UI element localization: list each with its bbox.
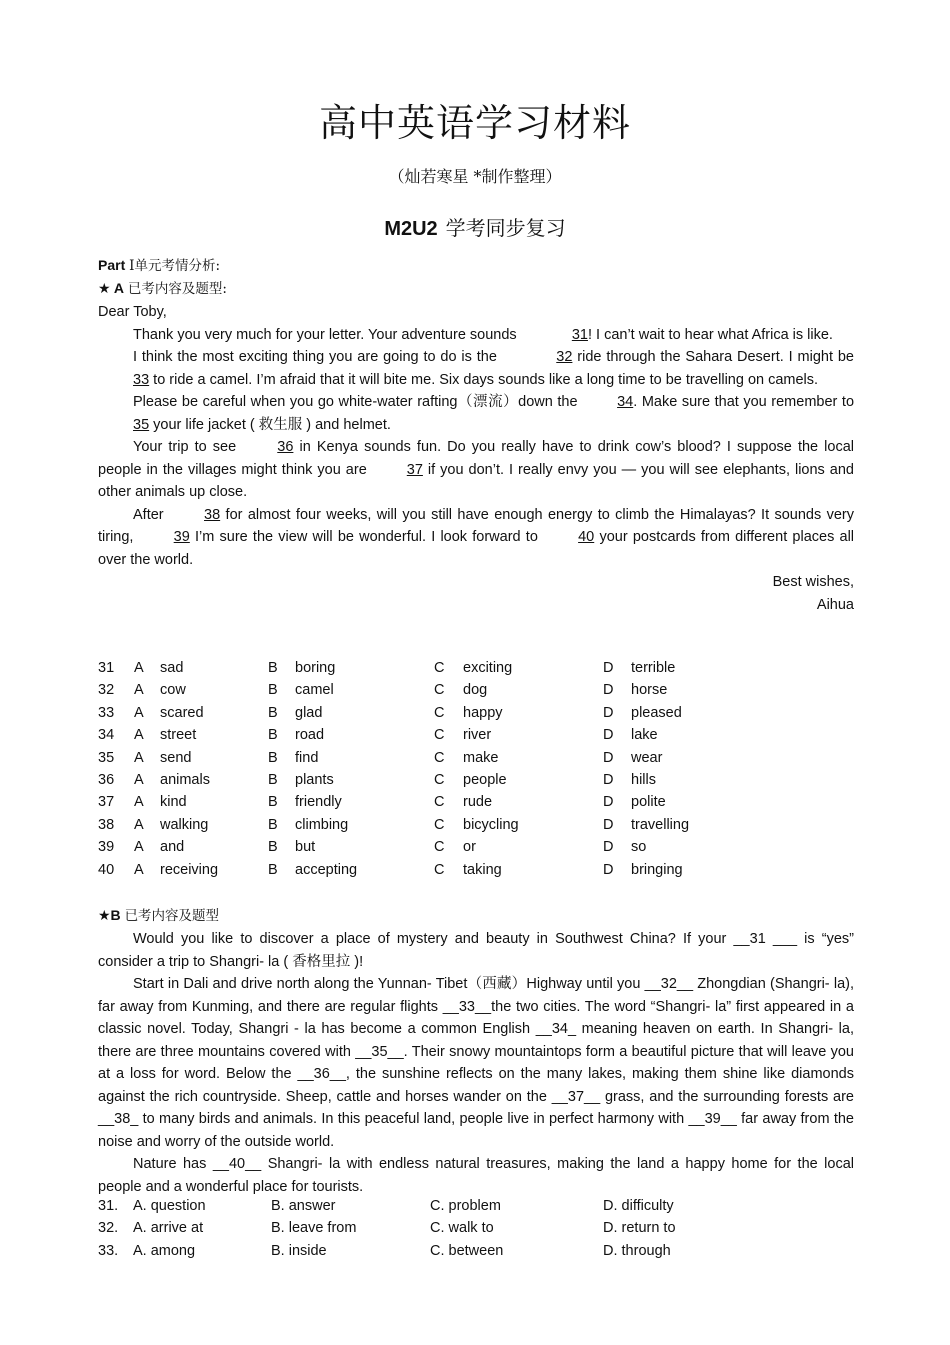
- option-row: [98, 1241, 858, 1263]
- option-letter: C: [434, 749, 445, 766]
- option-row: [98, 703, 858, 725]
- option-row: [98, 748, 858, 770]
- option-letter: D: [603, 794, 614, 811]
- option-c: C. between: [430, 1242, 504, 1259]
- option-a: send: [160, 749, 192, 766]
- option-letter: C: [434, 839, 445, 856]
- option-c: people: [463, 771, 507, 788]
- option-row: [98, 1196, 858, 1218]
- option-letter: B: [268, 660, 278, 676]
- option-letter: A: [134, 704, 144, 721]
- option-letter: B: [268, 749, 278, 766]
- option-row: [98, 658, 858, 680]
- option-letter: B: [268, 682, 278, 699]
- text-run: for almost four weeks, will you still have enough energy to climb the Himalayas? It sounds very tiring,: [98, 506, 855, 545]
- option-letter: A: [134, 660, 144, 676]
- option-b: find: [295, 749, 319, 766]
- option-letter: C: [434, 816, 445, 833]
- section-a-heading: [98, 277, 227, 297]
- option-letter: A: [134, 771, 144, 788]
- option-c: river: [463, 727, 492, 744]
- question-number: 39: [98, 839, 115, 856]
- text-run: your life jacket ( 救生服 ) and helmet.: [153, 416, 391, 433]
- option-b: climbing: [295, 816, 349, 833]
- section-b-marker: ★B: [98, 907, 121, 923]
- text-run: in Kenya sounds fun. Do you really have to drink cow’s blood? I suppose the local people in the villages might think you are: [98, 439, 855, 478]
- letter-paragraph: [98, 391, 854, 436]
- option-letter: D: [603, 861, 614, 878]
- option-c: rude: [463, 794, 493, 811]
- option-c: taking: [463, 861, 502, 878]
- option-letter: D: [603, 660, 614, 676]
- option-row: [98, 860, 858, 882]
- option-letter: D: [603, 771, 614, 788]
- option-letter: B: [268, 771, 278, 788]
- text-run: . Make sure that you remember to: [633, 394, 855, 410]
- option-a: A. question: [133, 1198, 206, 1214]
- question-number: 34: [98, 727, 115, 744]
- blank-32: 32: [556, 349, 573, 365]
- option-b: road: [295, 727, 325, 744]
- option-letter: A: [134, 861, 144, 878]
- question-number: 32: [98, 682, 115, 699]
- blank-34: 34: [617, 394, 634, 410]
- option-letter: A: [134, 794, 144, 811]
- option-d: horse: [631, 682, 668, 699]
- option-b: plants: [295, 771, 334, 788]
- text-run: ! I can’t wait to hear what Africa is like.: [587, 326, 833, 343]
- option-b: B. answer: [271, 1198, 336, 1214]
- option-a: receiving: [160, 861, 219, 878]
- option-letter: B: [268, 704, 278, 721]
- question-number: 31: [98, 660, 115, 676]
- option-c: C. walk to: [430, 1220, 494, 1237]
- option-letter: D: [603, 749, 614, 766]
- question-number: 33: [98, 704, 115, 721]
- option-a: cow: [160, 682, 186, 699]
- letter-passage: [98, 301, 854, 616]
- blank-31: 31: [571, 326, 588, 343]
- option-d: bringing: [631, 861, 683, 878]
- page-title: 高中英语学习材料: [318, 101, 631, 145]
- option-d: so: [631, 839, 647, 856]
- option-a: street: [160, 727, 197, 744]
- question-number: 37: [98, 794, 115, 811]
- option-c: happy: [463, 704, 503, 721]
- option-letter: B: [268, 839, 278, 856]
- option-a: A. arrive at: [133, 1220, 204, 1237]
- options-table-b: [98, 1196, 858, 1263]
- option-row: [98, 680, 858, 702]
- option-letter: B: [268, 727, 278, 744]
- part-heading: [98, 254, 220, 274]
- letter-closing: Best wishes,: [772, 574, 854, 590]
- option-letter: B: [268, 861, 278, 878]
- unit-heading: [0, 212, 950, 241]
- option-letter: D: [603, 727, 614, 744]
- option-letter: B: [268, 816, 278, 833]
- text-run: Thank you very much for your letter. Your adventure sounds: [133, 326, 517, 343]
- option-letter: B: [268, 794, 278, 811]
- option-b: B. leave from: [271, 1220, 357, 1237]
- section-a-marker: ★ A: [98, 280, 125, 296]
- option-d: polite: [631, 794, 666, 811]
- text-run: to ride a camel. I’m afraid that it will bite me. Six days sounds like a long time to be travelling on camels.: [153, 371, 819, 388]
- section-b-heading: [98, 904, 219, 924]
- option-letter: C: [434, 861, 445, 878]
- option-letter: D: [603, 682, 614, 699]
- option-a: walking: [160, 816, 209, 833]
- option-letter: A: [134, 839, 144, 856]
- option-letter: C: [434, 771, 445, 788]
- option-c: make: [463, 749, 499, 766]
- blank-38: 38: [204, 506, 221, 523]
- option-d: D. return to: [603, 1220, 676, 1237]
- option-a: animals: [160, 771, 210, 788]
- passage-paragraph: Would you like to discover a place of mystery and beauty in Southwest China? If your __31 ___ is “yes” consider a trip to Shangri- la ( 香格里拉 )!: [98, 931, 854, 970]
- letter-greeting: Dear Toby,: [98, 304, 167, 320]
- option-c: or: [463, 839, 476, 856]
- option-letter: A: [134, 749, 144, 766]
- blank-35: 35: [133, 416, 150, 433]
- option-d: pleased: [631, 704, 682, 721]
- option-b: boring: [295, 660, 336, 676]
- option-b: glad: [295, 704, 323, 721]
- question-number: 33.: [98, 1242, 119, 1259]
- question-number: 35: [98, 749, 115, 766]
- option-c: C. problem: [430, 1198, 501, 1214]
- option-a: sad: [160, 660, 184, 676]
- letter-signature: Aihua: [816, 596, 854, 613]
- option-letter: A: [134, 727, 144, 744]
- letter-paragraph: [98, 504, 854, 572]
- option-letter: D: [603, 839, 614, 856]
- option-a: and: [160, 839, 185, 856]
- passage-paragraph: Start in Dali and drive north along the Yunnan- Tibet（西藏）Highway until you __32__ Zhongdian (Shangri- la), far away from Kunming, and there are regular flights __33__the two cities. The word “Shangri- la” first appeared in a classic novel. Today, Shangri - la has become a common English __34_ meaning heaven on earth. In Shangri- la, there are three mountains covered with __35__. Their snowy mountaintops form a beautiful picture that will leave you at a loss for word. Below the __36__, the sunshine reflects on the many lakes, making them shine like diamonds against the rich countryside. Sheep, cattle and horses wander on the __37__ grass, and the surrounding forests are __38_ to many birds and animals. In this peaceful land, people live in perfect harmony with __39__ far away from the noise and worry of the outside world.: [98, 976, 854, 1150]
- option-b: accepting: [295, 861, 358, 878]
- option-d: hills: [631, 771, 656, 788]
- option-letter: D: [603, 704, 614, 721]
- blank-37: 37: [406, 461, 423, 478]
- option-row: [98, 770, 858, 792]
- option-letter: C: [434, 682, 445, 699]
- option-c: exciting: [463, 660, 513, 676]
- option-letter: C: [434, 794, 445, 811]
- option-letter: A: [134, 816, 144, 833]
- option-b: B. inside: [271, 1242, 327, 1259]
- letter-paragraph: [98, 324, 854, 347]
- text-run: After: [133, 506, 164, 523]
- question-number: 40: [98, 861, 115, 878]
- blank-40: 40: [578, 529, 595, 545]
- option-letter: C: [434, 660, 445, 676]
- text-run: your postcards from different places all over the world.: [98, 529, 855, 568]
- blank-39: 39: [173, 529, 190, 545]
- passage-b: [98, 928, 854, 1198]
- option-d: D. through: [603, 1242, 671, 1259]
- question-number: 32.: [98, 1220, 119, 1237]
- part-title: Ⅰ单元考情分析:: [129, 258, 221, 274]
- passage-paragraph: Nature has __40__ Shangri- la with endless natural treasures, making the land a happy home for the local people and a wonderful place for tourists.: [98, 1156, 854, 1195]
- option-row: [98, 837, 858, 859]
- text-run: ride through the Sahara Desert. I might be: [577, 349, 854, 365]
- option-d: lake: [631, 727, 658, 744]
- option-d: travelling: [631, 816, 690, 833]
- question-number: 38: [98, 816, 115, 833]
- option-d: wear: [631, 749, 663, 766]
- option-d: D. difficulty: [603, 1198, 674, 1214]
- option-c: bicycling: [463, 816, 519, 833]
- section-b-title: 已考内容及题型: [124, 908, 220, 924]
- option-a: A. among: [133, 1242, 196, 1259]
- text-run: Your trip to see: [133, 439, 237, 455]
- text-run: Please be careful when you go white-water rafting（漂流）down the: [133, 394, 578, 410]
- question-number: 31.: [98, 1198, 119, 1214]
- option-d: terrible: [631, 660, 676, 676]
- credit-line: （灿若寒星 *制作整理）: [388, 167, 562, 186]
- option-a: scared: [160, 704, 204, 721]
- option-row: [98, 1218, 858, 1240]
- option-b: friendly: [295, 794, 342, 811]
- blank-36: 36: [277, 439, 294, 455]
- unit-title: 学考同步复习: [445, 216, 566, 240]
- unit-code: M2U2: [384, 218, 438, 240]
- option-a: kind: [160, 794, 187, 811]
- option-letter: C: [434, 727, 445, 744]
- blank-33: 33: [133, 371, 150, 388]
- option-letter: C: [434, 704, 445, 721]
- option-letter: D: [603, 816, 614, 833]
- text-run: I’m sure the view will be wonderful. I look forward to: [195, 529, 538, 545]
- option-row: [98, 725, 858, 747]
- letter-paragraph: [98, 346, 854, 391]
- question-number: 36: [98, 771, 115, 788]
- option-b: but: [295, 839, 316, 856]
- text-run: I think the most exciting thing you are going to do is the: [133, 349, 497, 365]
- section-a-title: 已考内容及题型:: [127, 281, 227, 297]
- option-row: [98, 815, 858, 837]
- part-label: Part: [98, 257, 126, 273]
- option-c: dog: [463, 682, 488, 699]
- option-b: camel: [295, 682, 334, 699]
- option-row: [98, 792, 858, 814]
- option-letter: A: [134, 682, 144, 699]
- options-table-a: [98, 658, 858, 882]
- letter-paragraph: [98, 436, 854, 504]
- text-run: if you don’t. I really envy you — you will see elephants, lions and other animals up close.: [98, 461, 854, 500]
